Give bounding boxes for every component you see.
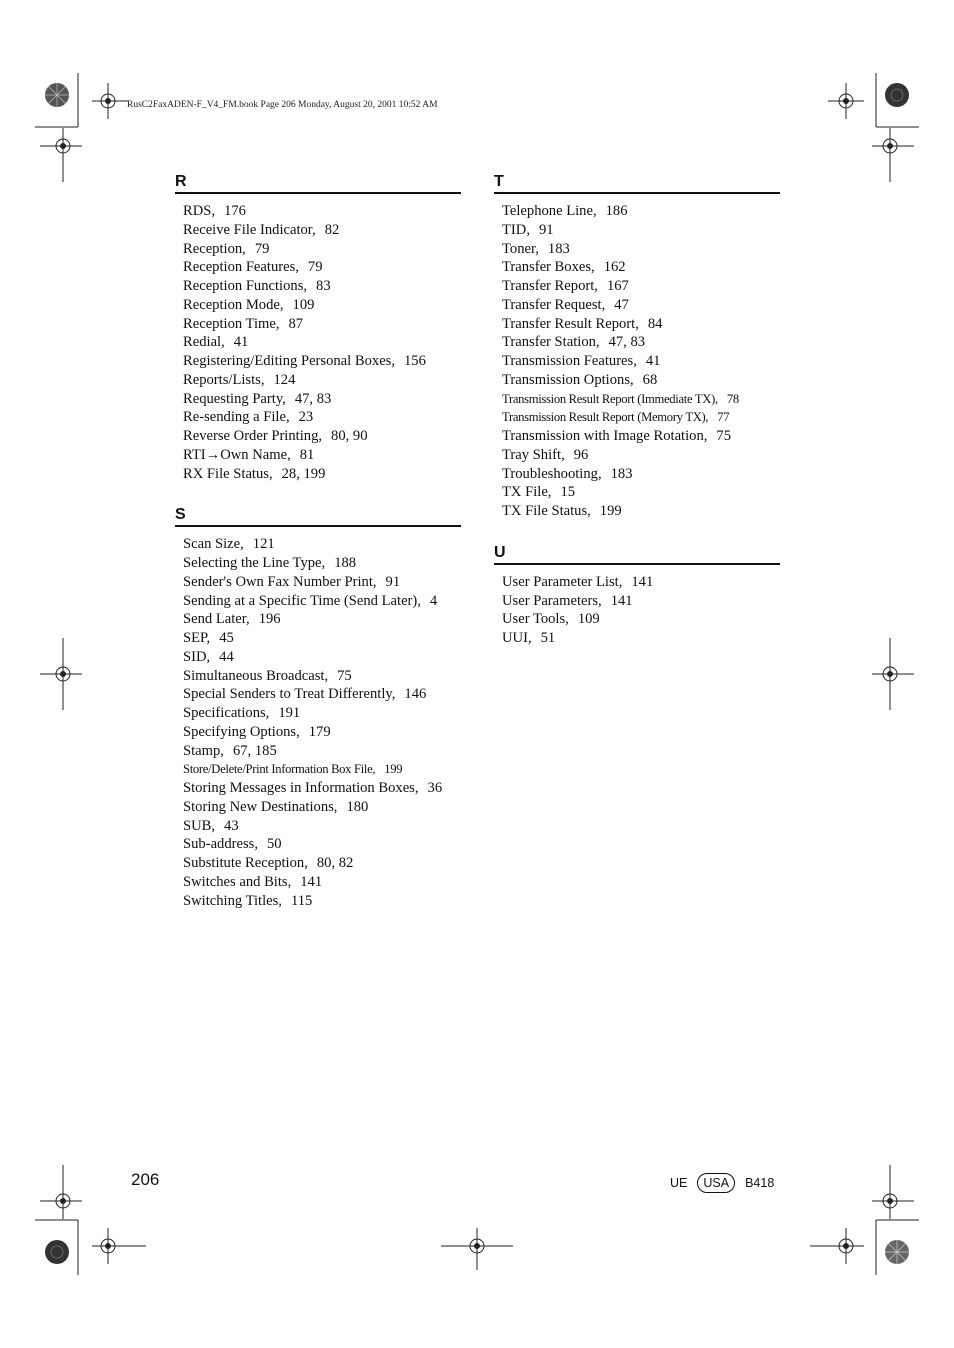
index-entry [502, 333, 780, 352]
crosshair-mark [872, 1165, 914, 1219]
crosshair-mark [92, 83, 128, 119]
index-term: Reception Time, [183, 315, 280, 332]
index-entry [183, 427, 461, 446]
index-entry [183, 258, 461, 277]
tone-target-mark [45, 1240, 69, 1264]
index-term: SEP, [183, 630, 211, 646]
index-term: Troubleshooting, [502, 465, 602, 482]
index-page-ref: 45 [219, 630, 234, 646]
index-page-ref: 199 [599, 503, 622, 519]
index-page-ref: 84 [647, 315, 663, 332]
index-term: User Parameters, [502, 592, 602, 609]
index-page-ref: 41 [645, 353, 661, 369]
index-term: Requesting Party, [183, 390, 286, 407]
index-entry [502, 240, 780, 259]
index-section [175, 172, 461, 483]
index-entry-list [494, 573, 780, 648]
index-page-ref: 4 [429, 592, 438, 609]
index-entry [183, 202, 461, 221]
section-letter-heading: U [494, 543, 780, 565]
index-page-ref: 186 [605, 203, 628, 219]
index-entry [183, 277, 461, 296]
index-entry [502, 390, 780, 409]
index-entry [183, 779, 461, 798]
index-page-ref: 146 [404, 686, 427, 703]
index-term: Transmission Result Report (Immediate TX), [502, 391, 718, 406]
index-term: Stamp, [183, 742, 224, 759]
crosshair-mark [40, 1165, 82, 1219]
book-file-info: RusC2FaxADEN-F_V4_FM.book Page 206 Monday, August 20, 2001 10:52 AM [127, 100, 438, 110]
index-entry [183, 760, 461, 779]
index-entry [502, 483, 780, 502]
index-term: Specifications, [183, 705, 270, 721]
index-page-ref: 41 [233, 334, 249, 351]
index-page-ref: 83 [316, 278, 331, 294]
index-entry [183, 835, 461, 854]
crosshair-mark [40, 128, 82, 182]
index-page-ref: 82 [324, 221, 340, 238]
index-entry [183, 629, 461, 648]
index-entry [183, 333, 461, 352]
crosshair-mark [828, 83, 864, 119]
crosshair-mark [40, 638, 82, 710]
index-page-ref: 77 [717, 410, 730, 425]
index-term: User Tools, [502, 611, 569, 628]
index-entry [502, 371, 780, 390]
index-term: Transfer Report, [502, 278, 598, 294]
index-term: Storing Messages in Information Boxes, [183, 780, 419, 796]
index-page-ref: 179 [308, 723, 331, 740]
crosshair-mark [872, 638, 914, 710]
index-entry [183, 240, 461, 259]
index-entry [183, 892, 461, 911]
index-term: Toner, [502, 240, 539, 257]
index-page-ref: 196 [258, 611, 281, 628]
index-entry [502, 446, 780, 465]
index-column-right [494, 172, 780, 670]
index-entry [502, 408, 780, 427]
index-entry [183, 685, 461, 704]
index-term: Transmission Options, [502, 371, 634, 388]
index-entry [502, 315, 780, 334]
index-term: Transfer Station, [502, 334, 600, 351]
index-page-ref: 28, 199 [281, 465, 326, 482]
index-entry [502, 465, 780, 484]
index-entry [183, 315, 461, 334]
index-entry [183, 873, 461, 892]
index-term: Reverse Order Printing, [183, 428, 323, 444]
index-term: Transmission Features, [502, 353, 637, 369]
crosshair-mark [441, 1228, 513, 1270]
section-letter-heading: R [175, 172, 461, 194]
index-term: Store/Delete/Print Information Box File, [183, 762, 376, 777]
index-entry [183, 390, 461, 409]
index-page-ref: 141 [300, 873, 323, 890]
index-entry [183, 854, 461, 873]
index-entry [502, 352, 780, 371]
index-term: Sending at a Specific Time (Send Later), [183, 592, 421, 609]
crosshair-mark [872, 128, 914, 182]
index-entry [183, 667, 461, 686]
index-page-ref: 167 [606, 278, 629, 294]
index-term: Send Later, [183, 611, 250, 628]
tone-target-mark [45, 83, 69, 107]
tone-target-mark [885, 1240, 909, 1264]
index-page-ref: 47, 83 [294, 390, 332, 407]
index-page-ref: 180 [346, 798, 369, 815]
index-term: Transmission with Image Rotation, [502, 428, 708, 444]
index-entry-list [175, 535, 461, 910]
index-entry [502, 502, 780, 521]
index-page-ref: 91 [538, 221, 554, 238]
index-page-ref: 78 [726, 391, 739, 406]
index-page-ref: 23 [298, 409, 314, 426]
index-entry [502, 258, 780, 277]
index-term: Simultaneous Broadcast, [183, 667, 329, 684]
index-entry [502, 629, 780, 648]
index-term: SID, [183, 648, 211, 665]
index-entry [183, 371, 461, 390]
section-letter-heading: T [494, 172, 780, 194]
index-page-ref: 75 [716, 428, 731, 444]
index-entry [502, 221, 780, 240]
index-entry [502, 296, 780, 315]
index-term: SUB, [183, 817, 216, 834]
index-term: Tray Shift, [502, 446, 565, 463]
index-section [175, 505, 461, 910]
index-page-ref: 51 [540, 630, 556, 646]
index-section [494, 172, 780, 521]
index-page-ref: 80, 82 [316, 855, 354, 871]
index-page-ref: 141 [610, 592, 633, 609]
index-page-ref: 183 [610, 465, 633, 482]
index-entry [502, 202, 780, 221]
index-term: Switching Titles, [183, 892, 282, 909]
index-entry [502, 610, 780, 629]
index-page-ref: 81 [299, 446, 315, 463]
index-entry [183, 221, 461, 240]
index-page-ref: 176 [224, 203, 246, 219]
section-letter-heading: S [175, 505, 461, 527]
index-term: Sender's Own Fax Number Print, [183, 573, 377, 590]
index-term: Re-sending a File, [183, 409, 290, 426]
index-page-ref: 115 [290, 892, 313, 909]
index-entry [502, 427, 780, 446]
index-entry [502, 277, 780, 296]
index-page-ref: 96 [573, 446, 589, 463]
index-page-ref: 79 [254, 240, 270, 257]
index-page-ref: 75 [337, 667, 352, 684]
index-page-ref: 156 [404, 353, 426, 369]
crosshair-mark [810, 1228, 864, 1264]
index-term: Reception Functions, [183, 278, 308, 294]
index-term: Specifying Options, [183, 723, 300, 740]
index-entry [183, 408, 461, 427]
index-entry-list [494, 202, 780, 521]
index-entry [183, 296, 461, 315]
index-term: Switches and Bits, [183, 873, 292, 890]
index-entry [183, 592, 461, 611]
index-term: Receive File Indicator, [183, 221, 316, 238]
index-term: Reception Features, [183, 259, 299, 276]
tone-target-mark [885, 83, 909, 107]
index-term: RDS, [183, 203, 216, 219]
index-page-ref: 183 [547, 240, 570, 257]
index-page-ref: 44 [219, 648, 234, 665]
index-term: Registering/Editing Personal Boxes, [183, 353, 395, 369]
index-term: Sub-address, [183, 836, 258, 853]
index-section [494, 543, 780, 648]
index-page-ref: 124 [273, 371, 296, 388]
index-entry [183, 465, 461, 484]
index-term: Transfer Request, [502, 296, 606, 313]
page-number: 206 [131, 1170, 160, 1189]
index-page-ref: 121 [252, 536, 275, 553]
index-entry [183, 798, 461, 817]
index-page-ref: 36 [427, 780, 443, 796]
index-term: User Parameter List, [502, 573, 623, 590]
index-term: TX File, [502, 484, 552, 501]
index-entry [183, 610, 461, 629]
index-entry [183, 723, 461, 742]
index-term: TX File Status, [502, 503, 591, 519]
index-term: Transfer Boxes, [502, 259, 595, 276]
index-entry [183, 817, 461, 836]
index-page-ref: 141 [631, 573, 654, 590]
index-page-ref: 47 [614, 296, 629, 313]
index-page-ref: 91 [385, 573, 401, 590]
index-column-left [175, 172, 461, 932]
index-page-ref: 79 [307, 259, 323, 276]
footer-product-codes [670, 1173, 774, 1193]
model-code: B418 [745, 1176, 775, 1190]
index-page-ref: 162 [603, 259, 626, 276]
region-code: UE [670, 1176, 688, 1190]
country-badge: USA [697, 1173, 735, 1193]
index-entry [183, 535, 461, 554]
index-entry [183, 573, 461, 592]
index-page-ref: 50 [267, 836, 282, 853]
crosshair-mark [92, 1228, 146, 1264]
index-entry [183, 648, 461, 667]
index-term: Redial, [183, 334, 225, 351]
index-term: RTI→Own Name, [183, 446, 291, 463]
index-entry [502, 573, 780, 592]
index-page-ref: 188 [334, 555, 357, 571]
index-term: UUI, [502, 630, 532, 646]
index-term: Special Senders to Treat Differently, [183, 686, 396, 703]
index-term: Transmission Result Report (Memory TX), [502, 410, 709, 425]
index-entry [183, 352, 461, 371]
index-term: TID, [502, 221, 530, 238]
index-term: Substitute Reception, [183, 855, 308, 871]
index-page-ref: 109 [292, 296, 315, 313]
index-entry [502, 592, 780, 611]
index-term: Storing New Destinations, [183, 798, 338, 815]
index-page-ref: 191 [278, 705, 301, 721]
index-entry-list [175, 202, 461, 483]
index-term: Reception Mode, [183, 296, 284, 313]
index-term: Transfer Result Report, [502, 315, 639, 332]
index-term: Reception, [183, 240, 246, 257]
index-term: Reports/Lists, [183, 371, 265, 388]
index-page-ref: 87 [288, 315, 304, 332]
index-term: Selecting the Line Type, [183, 555, 326, 571]
index-page-ref: 47, 83 [608, 334, 646, 351]
index-term: RX File Status, [183, 465, 273, 482]
index-entry [183, 742, 461, 761]
index-page-ref: 15 [560, 484, 576, 501]
index-entry [183, 554, 461, 573]
index-page-ref: 80, 90 [331, 428, 368, 444]
index-entry [183, 704, 461, 723]
index-term: Telephone Line, [502, 203, 597, 219]
index-page-ref: 199 [384, 762, 403, 777]
index-page-ref: 109 [577, 611, 600, 628]
index-page-ref: 68 [642, 371, 658, 388]
index-page-ref: 43 [224, 817, 239, 834]
index-term: Scan Size, [183, 536, 244, 553]
index-entry [183, 446, 461, 465]
index-page-ref: 67, 185 [232, 742, 277, 759]
